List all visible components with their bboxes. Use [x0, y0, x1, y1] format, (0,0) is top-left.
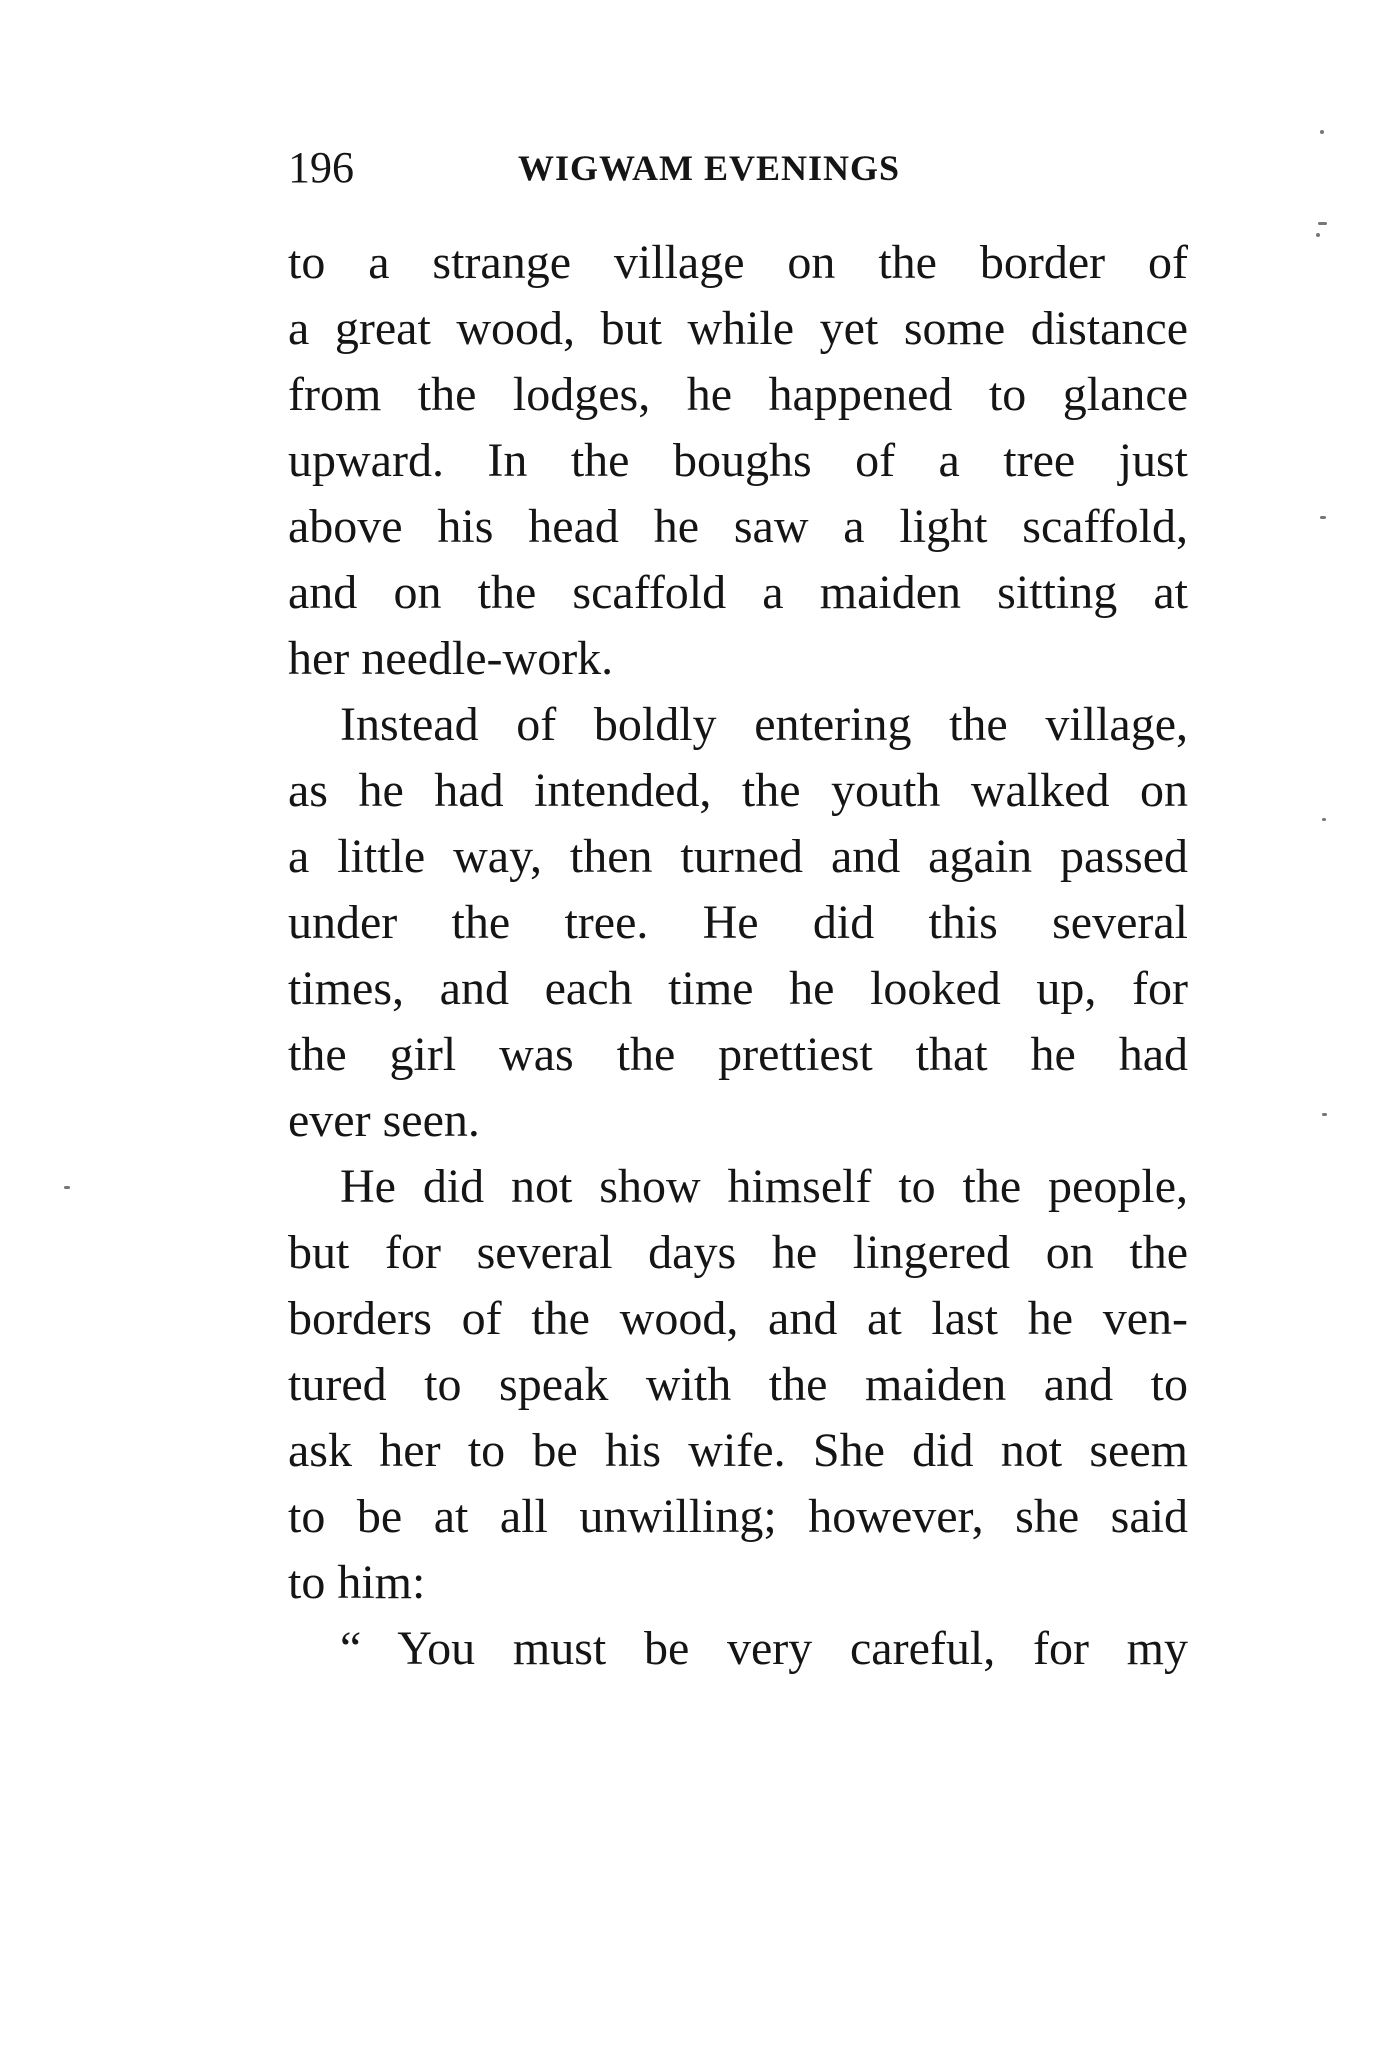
text-line: but for several days he lingered on the: [288, 1226, 1188, 1279]
text-line: to him:: [288, 1556, 426, 1609]
book-title: WIGWAM EVENINGS: [518, 148, 901, 188]
text-line: a little way, then turned and again passed: [288, 830, 1188, 883]
page-number: 196: [288, 143, 354, 192]
text-line: as he had intended, the youth walked on: [288, 764, 1188, 817]
text-line: ever seen.: [288, 1094, 480, 1147]
scan-speck: [1320, 516, 1326, 519]
text-line: upward. In the boughs of a tree just: [288, 434, 1188, 487]
text-line: He did not show himself to the people,: [340, 1160, 1188, 1213]
running-head: [288, 138, 1188, 198]
text-line: borders of the wood, and at last he ven-: [288, 1292, 1188, 1345]
text-line: ask her to be his wife. She did not seem: [288, 1424, 1188, 1477]
text-line: under the tree. He did this several: [288, 896, 1188, 949]
scan-speck: [1322, 818, 1326, 821]
text-line: and on the scaffold a maiden sitting at: [288, 566, 1188, 619]
scan-speck: [1316, 233, 1320, 237]
text-line: her needle-work.: [288, 632, 614, 685]
scan-speck: [64, 1186, 70, 1189]
text-line: “ You must be very careful, for my: [340, 1622, 1188, 1675]
text-line: times, and each time he looked up, for: [288, 962, 1188, 1015]
body-text: [288, 230, 1188, 1682]
text-line: to be at all unwilling; however, she said: [288, 1490, 1188, 1543]
text-line: above his head he saw a light scaffold,: [288, 500, 1188, 553]
scan-speck: [1320, 130, 1324, 134]
text-line: tured to speak with the maiden and to: [288, 1358, 1188, 1411]
text-line: from the lodges, he happened to glance: [288, 368, 1188, 421]
text-line: a great wood, but while yet some distance: [288, 302, 1188, 355]
text-line: Instead of boldly entering the village,: [340, 698, 1188, 751]
scan-speck: [1322, 1113, 1327, 1116]
text-line: to a strange village on the border of: [288, 236, 1188, 289]
scan-speck: [1318, 222, 1327, 225]
text-line: the girl was the prettiest that he had: [288, 1028, 1188, 1081]
